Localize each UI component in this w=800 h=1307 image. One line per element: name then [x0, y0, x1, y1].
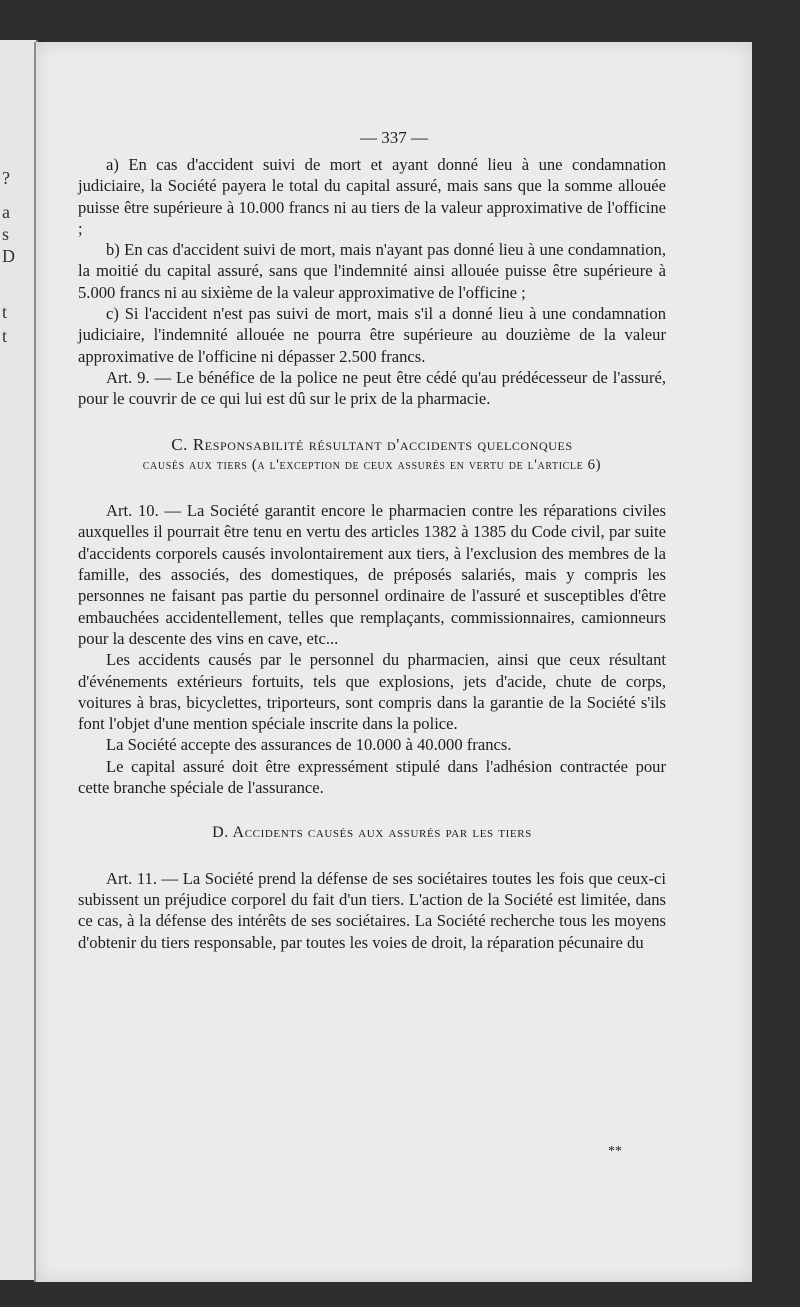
book-page — [34, 42, 752, 1282]
facing-page-edge — [0, 40, 38, 1280]
section-c-paragraph: Les accidents causés par le personnel du pharmacien, ainsi que ceux résultant d'événements extérieurs fortuits, tels que explosions, jets d'acide, chute de corps, voitures à bras, bicyclettes, triporteurs, sont compris dans la garantie de la Société s'ils font l'objet d'une mention spéciale inscrite dans la police. — [78, 650, 666, 734]
article-9: Art. 9. — Le bénéfice de la police ne peut être cédé qu'au prédécesseur de l'assuré, pour le couvrir de ce qui lui est dû sur le prix de la pharmacie. — [78, 367, 666, 409]
section-c-paragraph: La Société accepte des assurances de 10.000 à 40.000 francs. — [106, 735, 512, 755]
facing-page-fragment: a — [2, 202, 10, 222]
section-c-paragraph: Le capital assuré doit être expressément stipulé dans l'adhésion contractée pour cette branche spéciale de l'assurance. — [78, 756, 666, 798]
signature-mark: ** — [608, 1144, 622, 1159]
section-d-heading: D. Accidents causés aux assurés par les tiers — [212, 824, 532, 842]
paragraph-a: a) En cas d'accident suivi de mort et ayant donné lieu à une condamnation judiciaire, la Société payera le total du capital assuré, mais sans que la somme allouée puisse être supérieure à 10.000 francs ni au tiers de la valeur approximative de l'officine ; — [78, 155, 666, 238]
paragraph-b: b) En cas d'accident suivi de mort, mais n'ayant pas donné lieu à une condamnation, la moitié du capital assuré, sans que l'indemnité ainsi allouée puisse être supérieure à 5.000 francs ni au sixième de la valeur approximative de l'officine ; — [78, 240, 666, 302]
section-c-heading-line2: causés aux tiers (a l'exception de ceux assurés en vertu de l'article 6) — [142, 456, 602, 473]
page-number: — 337 — — [360, 128, 428, 147]
facing-page-fragment: t — [2, 326, 8, 346]
facing-page-fragment: s — [2, 224, 10, 244]
article-10: Art. 10. — La Société garantit encore le pharmacien contre les réparations civiles auxquelles il pourrait être tenu en vertu des articles 1382 à 1385 du Code civil, par suite d'accidents corporels causés involontairement aux tiers, à l'exclusion des membres de la famille, des associés, des domestiques, de préposés salariés, mais y compris les personnes ne faisant pas partie du personnel ordinaire de l'assuré et susceptibles d'être embauchées accidentellement, telles que remplaçants, commissionnaires, camionneurs pour la descente des vins en cave, etc... — [78, 501, 666, 648]
facing-page-fragment: t — [2, 302, 8, 322]
paragraph-c: c) Si l'accident n'est pas suivi de mort, mais s'il a donné lieu à une condamnation judiciaire, l'indemnité allouée ne pourra être supérieure au douzième de la valeur approximative de l'officine ni dépasser 2.500 francs. — [78, 304, 666, 366]
article-11: Art. 11. — La Société prend la défense de ses sociétaires toutes les fois que ceux-ci subissent un préjudice corporel du fait d'un tiers. L'action de la Société est limitée, dans ce cas, à la défense des intérêts de ses sociétaires. La Société recherche tous les moyens d'obtenir du tiers responsable, par toutes les voies de droit, la réparation pécunaire du — [78, 868, 666, 952]
facing-page-fragment: D — [2, 246, 15, 266]
section-c-heading-line1: C. Responsabilité résultant d'accidents quelconques — [171, 434, 573, 454]
page-body — [78, 154, 666, 953]
facing-page-fragment: ? — [2, 168, 10, 188]
